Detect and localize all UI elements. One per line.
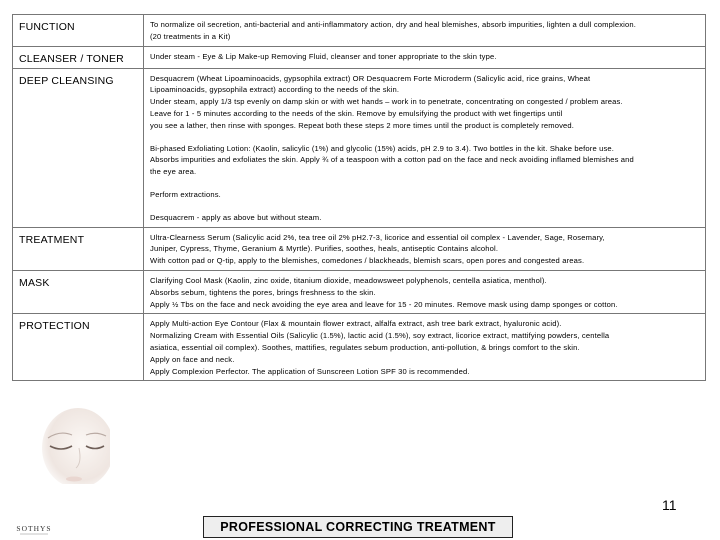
content-line: Perform extractions.: [150, 189, 221, 199]
content-line: you see a lather, then rinse with sponges. Repeat both these steps 2 more times until the product is completely removed.: [150, 120, 575, 130]
row-label: FUNCTION: [13, 15, 144, 47]
logo-text: SOTHYS: [16, 524, 52, 533]
content-line: Lipoaminoacids, gypsophila extract) according to the needs of the skin.: [150, 85, 400, 95]
content-line: With cotton pad or Q-tip, apply to the blemishes, comedones / blackheads, blemish scars, open pores and congested areas.: [150, 256, 585, 266]
content-line: Leave for 1 - 5 minutes according to the needs of the skin. Remove by emulsifying the product with wet fingertips until: [150, 108, 563, 118]
content-line: Bi-phased Exfoliating Lotion: (Kaolin, salicylic (1%) and glycolic (15%) acids, pH 2.9 to 3.4). Two bottles in the kit. Shake before use.: [150, 143, 615, 153]
content-line: Under steam, apply 1/3 tsp evenly on damp skin or with wet hands – work in to penetrate, concentrating on congested / problem areas.: [150, 97, 623, 107]
row-label: CLEANSER / TONER: [13, 46, 144, 68]
content-line: (20 treatments in a Kit): [150, 31, 231, 41]
content-line: Ultra-Clearness Serum (Salicylic acid 2%, tea tree oil 2% pH2.7-3, licorice and essential oil complex - Lavender, Sage, Rosemary,: [150, 232, 605, 242]
content-line: Desquacrem - apply as above but without steam.: [150, 212, 322, 222]
content-line: Under steam - Eye & Lip Make-up Removing Fluid, cleanser and toner appropriate to the skin type.: [150, 51, 497, 61]
content-line: Desquacrem (Wheat Lipoaminoacids, gypsophila extract) OR Desquacrem Forte Microderm (Salicylic acid, rice grains, Wheat: [150, 73, 591, 83]
content-line: Apply ½ Tbs on the face and neck avoiding the eye area and leave for 15 - 20 minutes. Remove mask using damp sponges or cotton.: [150, 299, 618, 309]
row-content: [144, 270, 706, 313]
footer-title-banner: PROFESSIONAL CORRECTING TREATMENT: [203, 516, 513, 538]
row-content: [144, 227, 706, 270]
row-label: MASK: [13, 270, 144, 313]
face-photo: [34, 408, 110, 484]
content-line: the eye area.: [150, 167, 197, 177]
content-line: Absorbs impurities and exfoliates the skin. Apply ¾ of a teaspoon with a cotton pad on the face and neck avoiding inflamed blemishes and: [150, 155, 634, 165]
table-row-deep-cleansing: [13, 68, 706, 227]
page-number: 11: [662, 497, 677, 513]
row-label: TREATMENT: [13, 227, 144, 270]
row-content: [144, 46, 706, 68]
table-row-cleanser-toner: [13, 46, 706, 68]
protocol-table: [12, 14, 706, 381]
content-line: Absorbs sebum, tightens the pores, brings freshness to the skin.: [150, 287, 376, 297]
content-line: Apply on face and neck.: [150, 354, 235, 364]
row-label: DEEP CLEANSING: [13, 68, 144, 227]
row-content: [144, 68, 706, 227]
content-line: Normalizing Cream with Essential Oils (Salicylic (1.5%), lactic acid (1.5%), soy extract, licorice extract, mattifying powders, centella: [150, 331, 610, 341]
table-row-protection: [13, 314, 706, 381]
table-row-treatment: [13, 227, 706, 270]
content-line: To normalize oil secretion, anti-bacterial and anti-inflammatory action, dry and heal blemishes, absorb impurities, lighten a dull complexion.: [150, 20, 637, 29]
table-row-function: [13, 15, 706, 47]
content-line: Apply Multi-action Eye Contour (Flax & mountain flower extract, alfalfa extract, ash tree bark extract, hyaluronic acid).: [150, 319, 562, 329]
row-label: PROTECTION: [13, 314, 144, 381]
row-content: [144, 15, 706, 47]
row-content: [144, 314, 706, 381]
content-line: Clarifying Cool Mask (Kaolin, zinc oxide, titanium dioxide, meadowsweet polyphenols, centella asiatica, menthol).: [150, 275, 547, 285]
sothys-logo: [6, 521, 62, 537]
content-line: Apply Complexion Perfector. The application of Sunscreen Lotion SPF 30 is recommended.: [150, 366, 470, 376]
table-row-mask: [13, 270, 706, 313]
content-line: Juniper, Cypress, Thyme, Geranium & Myrtle). Purifies, soothes, heals, antiseptic Contains alcohol.: [150, 244, 499, 254]
content-line: asiatica, essential oil complex). Soothes, mattifies, regulates sebum production, anti-pollution, & brings comfort to the skin.: [150, 342, 580, 352]
